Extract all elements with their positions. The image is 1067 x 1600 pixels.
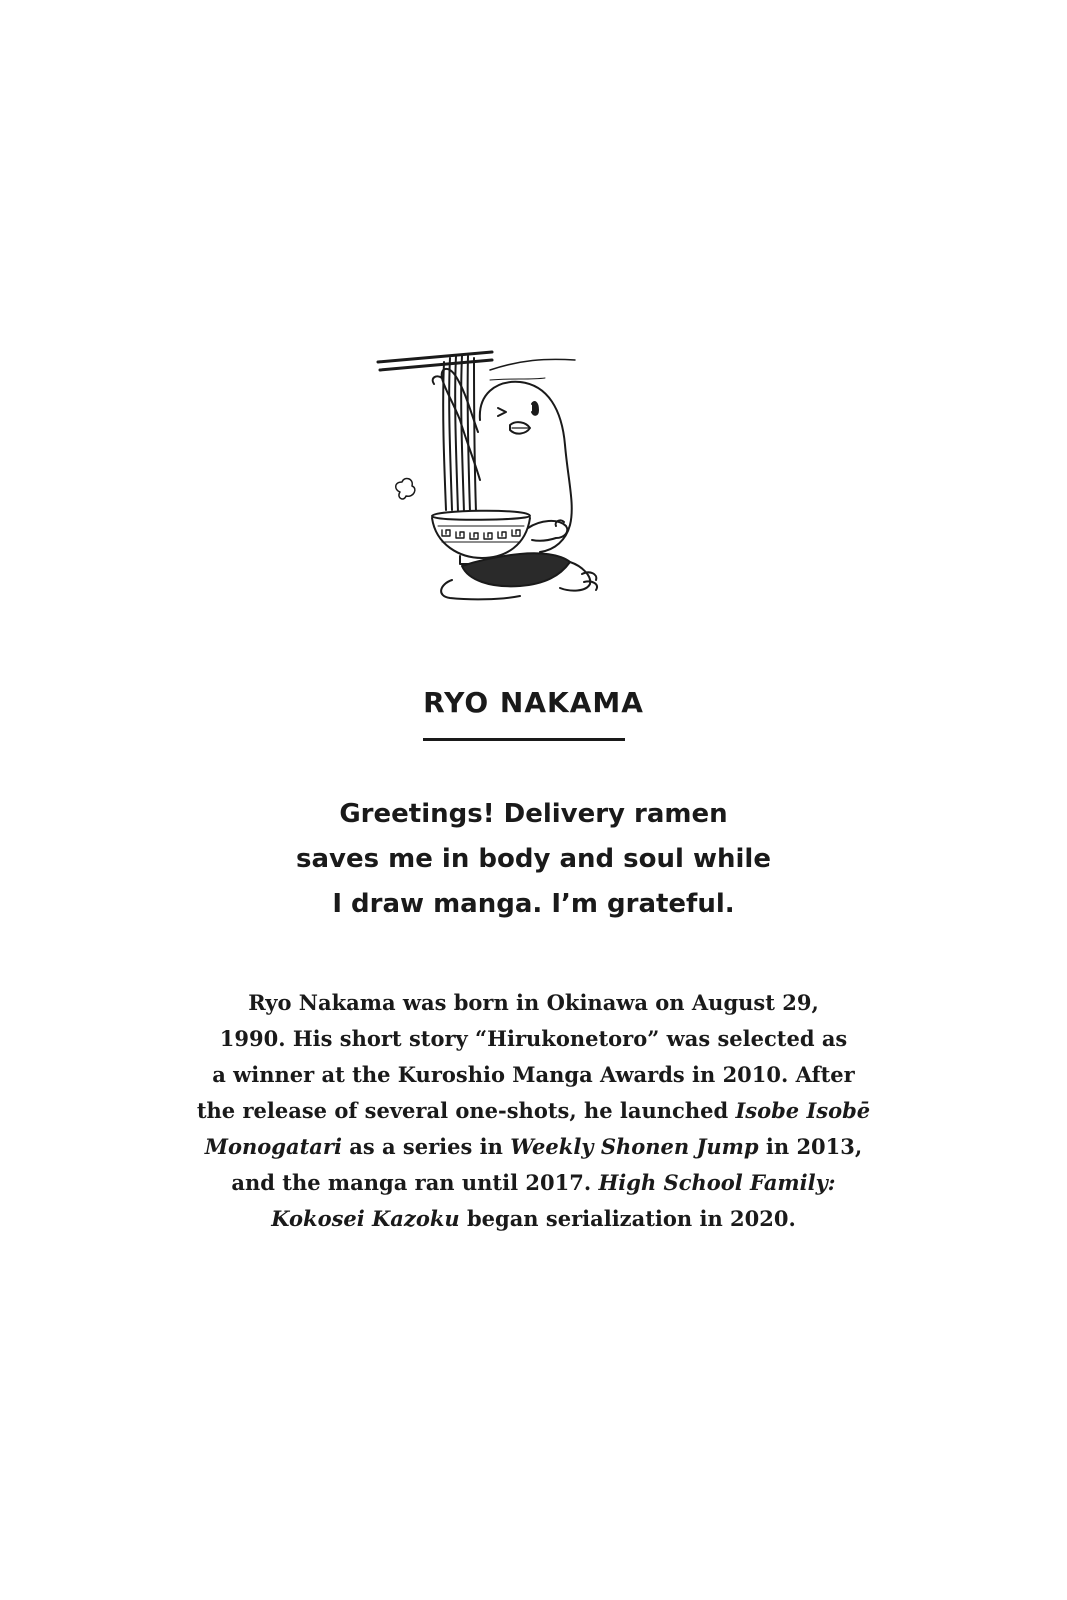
greeting-line: saves me in body and soul while — [296, 844, 771, 874]
bio-line — [0, 1093, 1067, 1129]
bio-title-italic: Weekly Shonen Jump — [510, 1134, 759, 1159]
bio-text: the release of several one-shots, he launched — [196, 1098, 736, 1123]
bio-line — [0, 1201, 1067, 1237]
bio-text: and the manga ran until 2017. — [231, 1170, 599, 1195]
bio-title-italic: Kokosei Kazoku — [271, 1206, 460, 1231]
author-biography — [0, 985, 1067, 1237]
bio-title-italic: Isobe Isobē — [735, 1098, 871, 1123]
author-self-portrait-eating-ramen-icon — [370, 340, 620, 615]
bio-line: a winner at the Kuroshio Manga Awards in 2010. After — [212, 1062, 855, 1087]
greeting-line: Greetings! Delivery ramen — [339, 799, 728, 829]
bio-line: 1990. His short story “Hirukonetoro” was selected as — [219, 1026, 848, 1051]
author-portrait-illustration — [370, 340, 620, 615]
bio-text: in 2013, — [758, 1134, 863, 1159]
name-underline-divider — [423, 738, 625, 741]
greeting-line: I draw manga. I’m grateful. — [332, 889, 735, 919]
bio-title-italic: High School Family: — [598, 1170, 836, 1195]
bio-line: Ryo Nakama was born in Okinawa on August 29, — [248, 990, 819, 1015]
author-name: RYO NAKAMA — [423, 686, 644, 719]
bio-line — [0, 1165, 1067, 1201]
bio-title-italic: Monogatari — [204, 1134, 342, 1159]
bio-text: began serialization in 2020. — [459, 1206, 796, 1231]
author-greeting — [0, 792, 1067, 927]
bio-line — [0, 1129, 1067, 1165]
bio-text: as a series in — [341, 1134, 511, 1159]
